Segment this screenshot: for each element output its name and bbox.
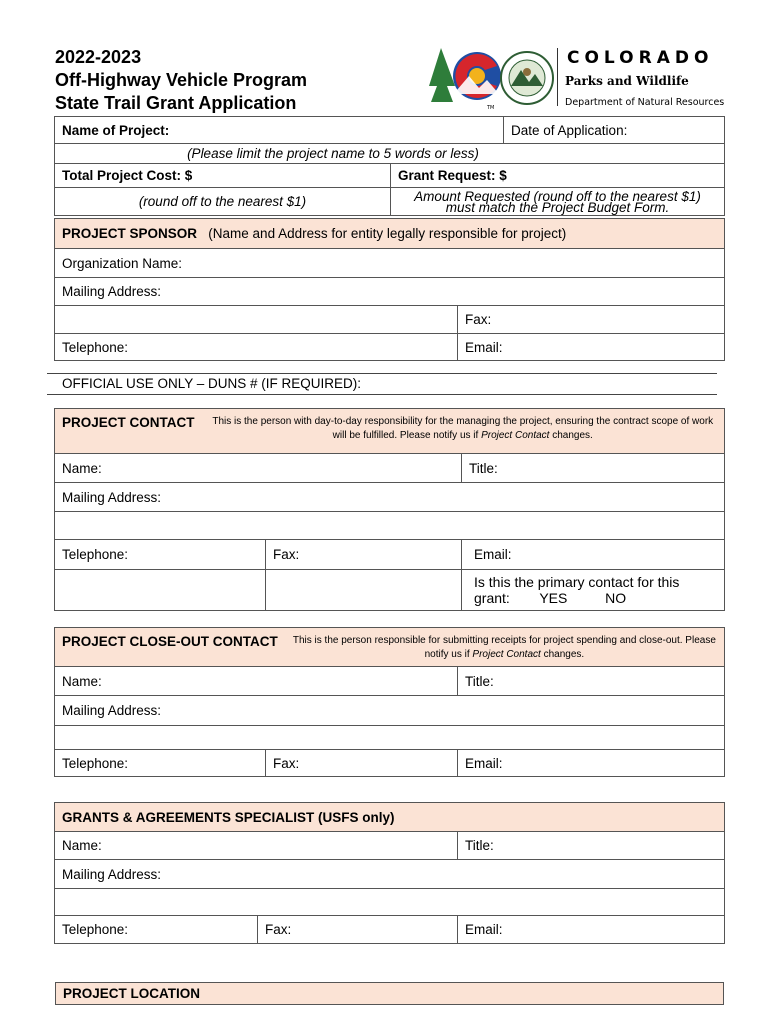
contact-name-field[interactable]: Name: bbox=[55, 454, 462, 483]
location-table bbox=[55, 982, 724, 1005]
closeout-title-field[interactable]: Title: bbox=[458, 667, 725, 696]
logo-divider bbox=[557, 48, 558, 106]
logo-colorado-word: COLORADO bbox=[567, 48, 714, 68]
project-name-field[interactable]: Name of Project: bbox=[55, 117, 504, 144]
sponsor-heading-label: PROJECT SPONSOR bbox=[62, 226, 198, 241]
closeout-email-field[interactable]: Email: bbox=[458, 750, 725, 777]
specialist-name-field[interactable]: Name: bbox=[55, 832, 458, 860]
contact-heading bbox=[55, 409, 725, 454]
title-year: 2022-2023 bbox=[55, 47, 142, 67]
closeout-heading-note: This is the person responsible for submitting receipts for project spending and close-out. Please notify us if Project Contact changes. bbox=[292, 635, 716, 660]
project-info-table bbox=[54, 116, 725, 216]
logo-agency-name: Parks and Wildlife bbox=[565, 74, 689, 88]
closeout-address-line2-field[interactable] bbox=[55, 726, 725, 750]
sponsor-heading bbox=[55, 219, 725, 249]
tm-mark: TM bbox=[487, 105, 495, 111]
primary-contact-question: Is this the primary contact for this grant: YES NO bbox=[462, 570, 725, 611]
contact-fax-field[interactable]: Fax: bbox=[266, 540, 462, 570]
contact-heading-label: PROJECT CONTACT bbox=[62, 415, 195, 430]
specialist-address-line2-field[interactable] bbox=[55, 889, 725, 916]
closeout-contact-table bbox=[54, 627, 725, 777]
specialist-fax-field[interactable]: Fax: bbox=[258, 916, 458, 944]
closeout-name-field[interactable]: Name: bbox=[55, 667, 458, 696]
title-form: State Trail Grant Application bbox=[55, 93, 297, 113]
grant-request-field[interactable]: Grant Request: $ bbox=[391, 164, 725, 188]
logo-department-name: Department of Natural Resources bbox=[565, 97, 725, 108]
closeout-heading-label: PROJECT CLOSE-OUT CONTACT bbox=[62, 634, 278, 649]
page-title bbox=[55, 46, 307, 115]
colorado-c-logo-icon bbox=[427, 46, 555, 112]
closeout-mailing-address-field[interactable]: Mailing Address: bbox=[55, 696, 725, 726]
official-use-label: OFFICIAL USE ONLY – DUNS # (IF REQUIRED): bbox=[62, 376, 362, 391]
closeout-telephone-field[interactable]: Telephone: bbox=[55, 750, 266, 777]
specialist-table bbox=[54, 802, 725, 944]
closeout-fax-field[interactable]: Fax: bbox=[266, 750, 458, 777]
location-heading: PROJECT LOCATION bbox=[56, 983, 724, 1005]
title-program: Off-Highway Vehicle Program bbox=[55, 70, 308, 90]
project-contact-table bbox=[54, 408, 725, 611]
primary-yes-option[interactable]: YES bbox=[539, 590, 568, 606]
contact-mailing-address-field[interactable]: Mailing Address: bbox=[55, 483, 725, 512]
closeout-heading bbox=[55, 628, 725, 667]
specialist-email-field[interactable]: Email: bbox=[458, 916, 725, 944]
contact-email-field[interactable]: Email: bbox=[462, 540, 725, 570]
organization-name-field[interactable]: Organization Name: bbox=[55, 249, 725, 278]
contact-address-line2-field[interactable] bbox=[55, 512, 725, 540]
sponsor-email-field[interactable]: Email: bbox=[458, 334, 725, 361]
contact-heading-note: This is the person with day-to-day responsibility for the managing the project, ensuring the contract scope of work will be fulfilled. Please notify us if Project Contact changes. bbox=[212, 416, 714, 441]
specialist-mailing-address-field[interactable]: Mailing Address: bbox=[55, 860, 725, 889]
sponsor-fax-field[interactable]: Fax: bbox=[458, 306, 725, 334]
contact-telephone-field[interactable]: Telephone: bbox=[55, 540, 266, 570]
contact-title-field[interactable]: Title: bbox=[462, 454, 725, 483]
official-use-duns-field[interactable] bbox=[47, 373, 717, 395]
total-cost-note: (round off to the nearest $1) bbox=[55, 188, 391, 216]
sponsor-heading-note: (Name and Address for entity legally responsible for project) bbox=[208, 226, 567, 241]
specialist-title-field[interactable]: Title: bbox=[458, 832, 725, 860]
specialist-heading: GRANTS & AGREEMENTS SPECIALIST (USFS only) bbox=[55, 803, 725, 832]
sponsor-table bbox=[54, 218, 725, 361]
total-cost-field[interactable]: Total Project Cost: $ bbox=[55, 164, 391, 188]
specialist-telephone-field[interactable]: Telephone: bbox=[55, 916, 258, 944]
contact-extra-cell-1[interactable] bbox=[55, 570, 266, 611]
sponsor-address-line2-field[interactable] bbox=[55, 306, 458, 334]
grant-request-note: Amount Requested (round off to the nearest $1) must match the Project Budget Form. bbox=[391, 188, 725, 216]
project-name-note: (Please limit the project name to 5 words or less) bbox=[55, 144, 725, 164]
cpw-logo bbox=[427, 46, 727, 112]
contact-extra-cell-2[interactable] bbox=[266, 570, 462, 611]
sponsor-mailing-address-field[interactable]: Mailing Address: bbox=[55, 278, 725, 306]
sponsor-telephone-field[interactable]: Telephone: bbox=[55, 334, 458, 361]
application-date-field[interactable]: Date of Application: bbox=[504, 117, 725, 144]
primary-no-option[interactable]: NO bbox=[605, 590, 627, 606]
